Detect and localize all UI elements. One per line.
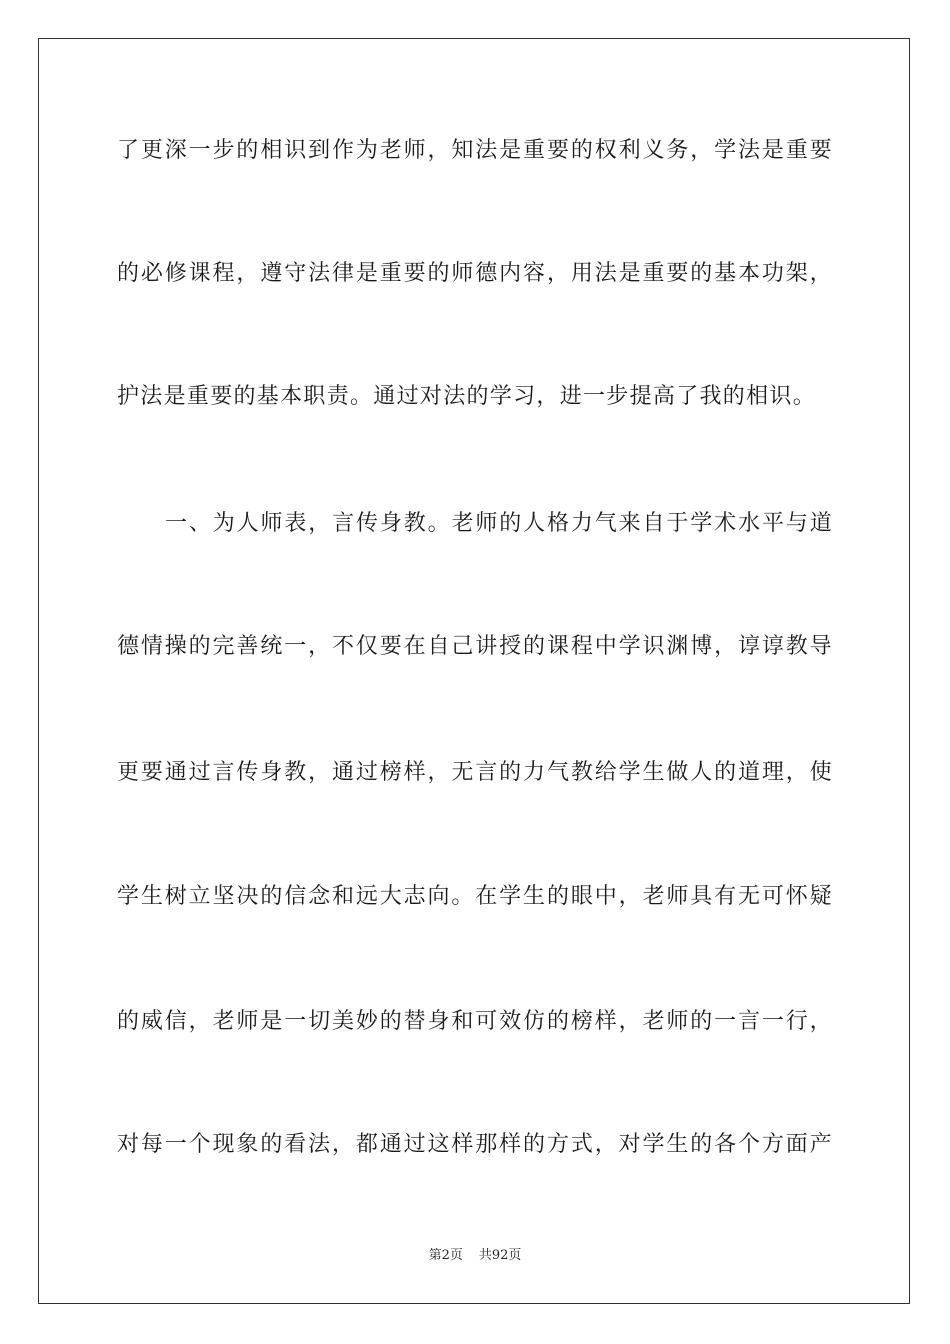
paragraph-2-line-4: 学生树立坚决的信念和远大志向。在学生的眼中，老师具有无可怀疑 bbox=[117, 884, 833, 909]
paragraph-2-line-1: 一、为人师表，言传身教。老师的人格力气来自于学术水平与道 bbox=[165, 511, 833, 536]
page-total: 共92页 bbox=[478, 1248, 522, 1263]
paragraph-1-line-2: 的必修课程，遵守法律是重要的师德内容，用法是重要的基本功架， bbox=[117, 261, 833, 286]
paragraph-2-line-2: 德情操的完善统一，不仅要在自己讲授的课程中学识渊博，谆谆教导 bbox=[117, 634, 833, 659]
page-number: 第2页 bbox=[428, 1248, 463, 1263]
paragraph-2-line-5: 的威信，老师是一切美妙的替身和可效仿的榜样，老师的一言一行， bbox=[117, 1009, 833, 1034]
paragraph-2-line-3: 更要通过言传身教，通过榜样，无言的力气教给学生做人的道理，使 bbox=[117, 760, 833, 785]
page-border bbox=[38, 38, 910, 1304]
paragraph-1-line-1: 了更深一步的相识到作为老师，知法是重要的权利义务，学法是重要 bbox=[117, 138, 833, 163]
paragraph-1-line-3: 护法是重要的基本职责。通过对法的学习，进一步提高了我的相识。 bbox=[117, 384, 817, 409]
paragraph-2-line-6: 对每一个现象的看法，都通过这样那样的方式，对学生的各个方面产 bbox=[117, 1132, 833, 1157]
page-footer bbox=[0, 1247, 950, 1265]
